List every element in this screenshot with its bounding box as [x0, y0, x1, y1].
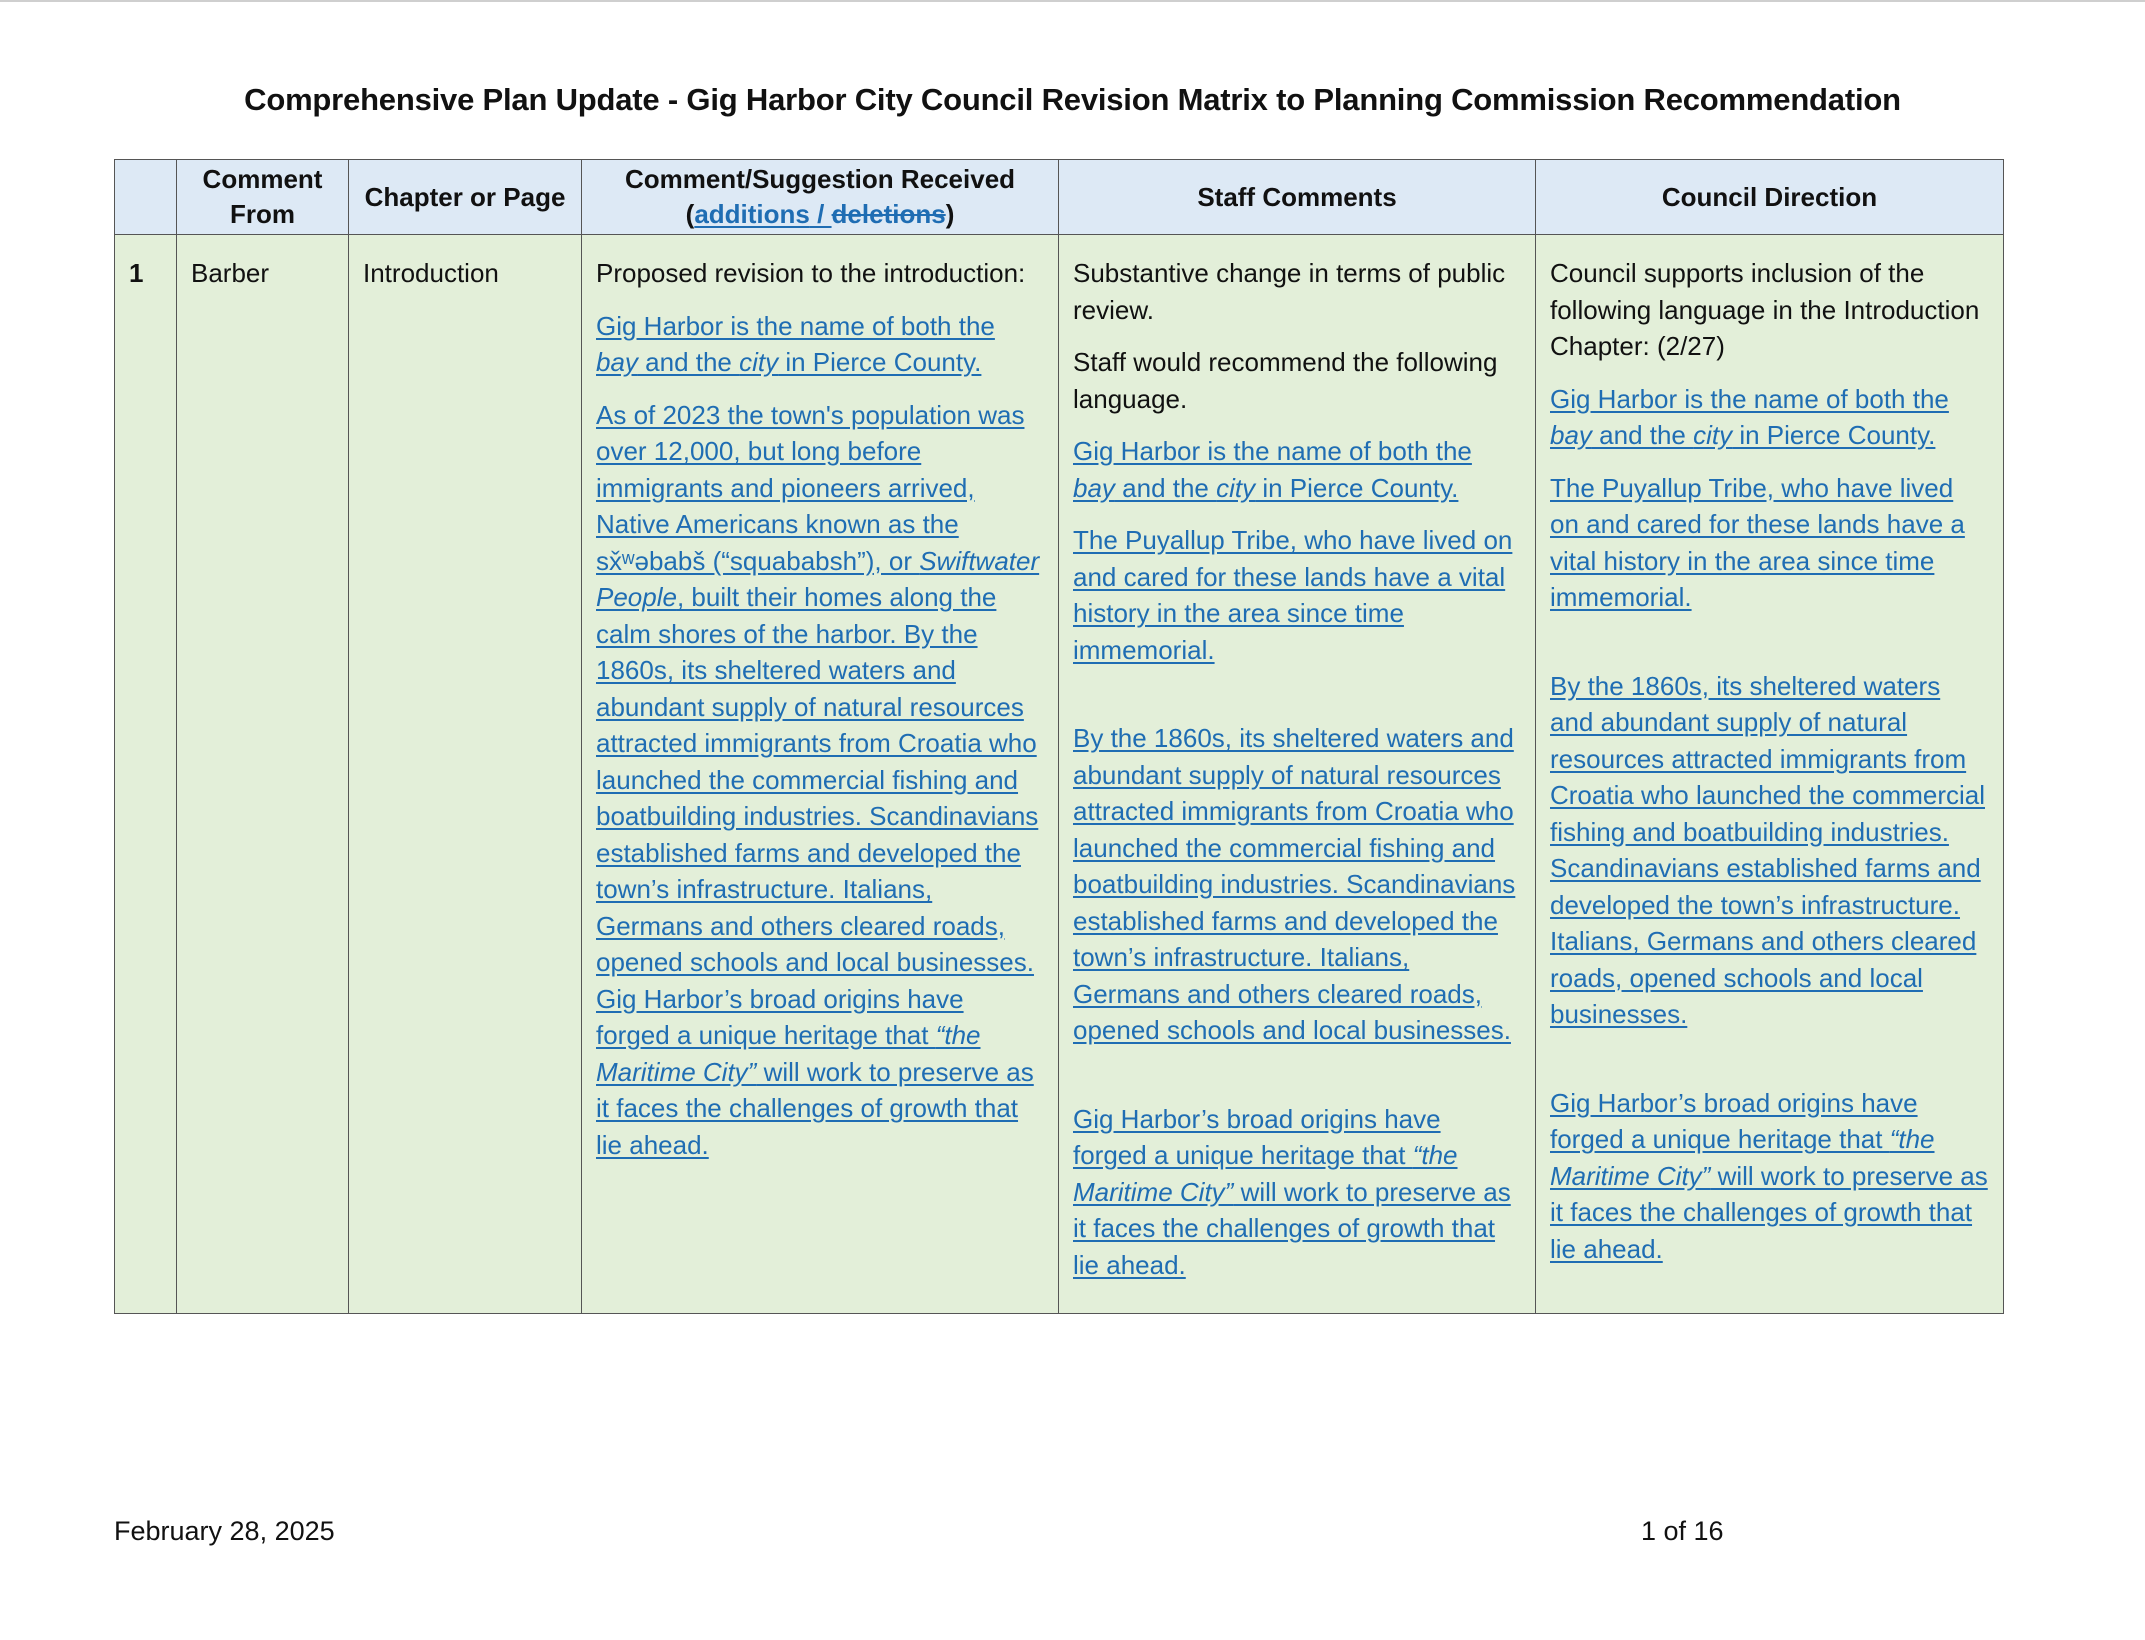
- table-row: [115, 235, 2004, 1314]
- comment-cell: [582, 235, 1059, 1314]
- staff-comments-cell: [1059, 235, 1536, 1314]
- council-addition-heritage: Gig Harbor’s broad origins have forged a unique heritage that “the Maritime City” will work to preserve as it faces the challenges of growth that lie ahead.: [1550, 1087, 1988, 1264]
- legend-deletions: deletions: [831, 199, 946, 229]
- staff-addition-tribe: The Puyallup Tribe, who have lived on and cared for these lands have a vital history in the area since time immemorial.: [1073, 525, 1513, 665]
- comment-addition-name: Gig Harbor is the name of both the bay and the city in Pierce County.: [596, 310, 995, 377]
- council-note: Council supports inclusion of the following language in the Introduction Chapter: (2/27): [1550, 258, 1980, 361]
- comment-intro: Proposed revision to the introduction:: [596, 258, 1026, 288]
- header-chapter-or-page: Chapter or Page: [349, 160, 582, 235]
- staff-addition-1860s: By the 1860s, its sheltered waters and abundant supply of natural resources attracted immigrants from Croatia who launched the commercial fishing and boatbuilding industries. Scandinavians established farms and developed the town’s infrastructure. Italians, Germans and others cleared roads, opened schools and local businesses.: [1073, 723, 1516, 1045]
- table-header-row: [115, 160, 2004, 235]
- council-direction-cell: [1536, 235, 2004, 1314]
- top-rule: [0, 0, 2145, 2]
- header-comment-suggestion: Comment/Suggestion Received (additions / deletions): [582, 160, 1059, 235]
- council-addition-name: Gig Harbor is the name of both the bay and the city in Pierce County.: [1550, 383, 1949, 450]
- footer-page-number: 1 of 16: [1641, 1516, 1724, 1546]
- staff-addition-name: Gig Harbor is the name of both the bay and the city in Pierce County.: [1073, 436, 1472, 503]
- footer-date: February 28, 2025: [114, 1516, 335, 1546]
- row-number: 1: [115, 235, 177, 1314]
- comment-addition-history: As of 2023 the town's population was over 12,000, but long before immigrants and pioneers arrived, Native Americans known as the sx̌ʷəbabš (“squababsh”), or Swiftwater People, built their homes along the calm shores of the harbor. By the 1860s, its sheltered waters and abundant supply of natural resources attracted immigrants from Croatia who launched the commercial fishing and boatbuilding industries. Scandinavians established farms and developed the town’s infrastructure. Italians, Germans and others cleared roads, opened schools and local businesses. Gig Harbor’s broad origins have forged a unique heritage that “the Maritime City” will work to preserve as it faces the challenges of growth that lie ahead.: [596, 399, 1040, 1160]
- council-addition-1860s: By the 1860s, its sheltered waters and abundant supply of natural resources attracted immigrants from Croatia who launched the commercial fishing and boatbuilding industries. Scandinavians established farms and developed the town’s infrastructure. Italians, Germans and others cleared roads, opened schools and local businesses.: [1550, 670, 1985, 1029]
- revision-matrix-table: [114, 159, 2004, 1314]
- comment-from-cell: Barber: [177, 235, 349, 1314]
- staff-note-review: Substantive change in terms of public review.: [1073, 258, 1506, 325]
- staff-note-recommend: Staff would recommend the following language.: [1073, 347, 1498, 414]
- header-number: [115, 160, 177, 235]
- header-comment-from: Comment From: [177, 160, 349, 235]
- council-addition-tribe: The Puyallup Tribe, who have lived on and cared for these lands have a vital history in the area since time immemorial.: [1550, 472, 1965, 612]
- chapter-cell: Introduction: [349, 235, 582, 1314]
- document-title: Comprehensive Plan Update - Gig Harbor City Council Revision Matrix to Planning Commission Recommendation: [244, 82, 1901, 117]
- staff-addition-heritage: Gig Harbor’s broad origins have forged a unique heritage that “the Maritime City” will work to preserve as it faces the challenges of growth that lie ahead.: [1073, 1103, 1511, 1280]
- legend-additions: additions: [694, 199, 810, 229]
- header-staff-comments: Staff Comments: [1059, 160, 1536, 235]
- header-council-direction: Council Direction: [1536, 160, 2004, 235]
